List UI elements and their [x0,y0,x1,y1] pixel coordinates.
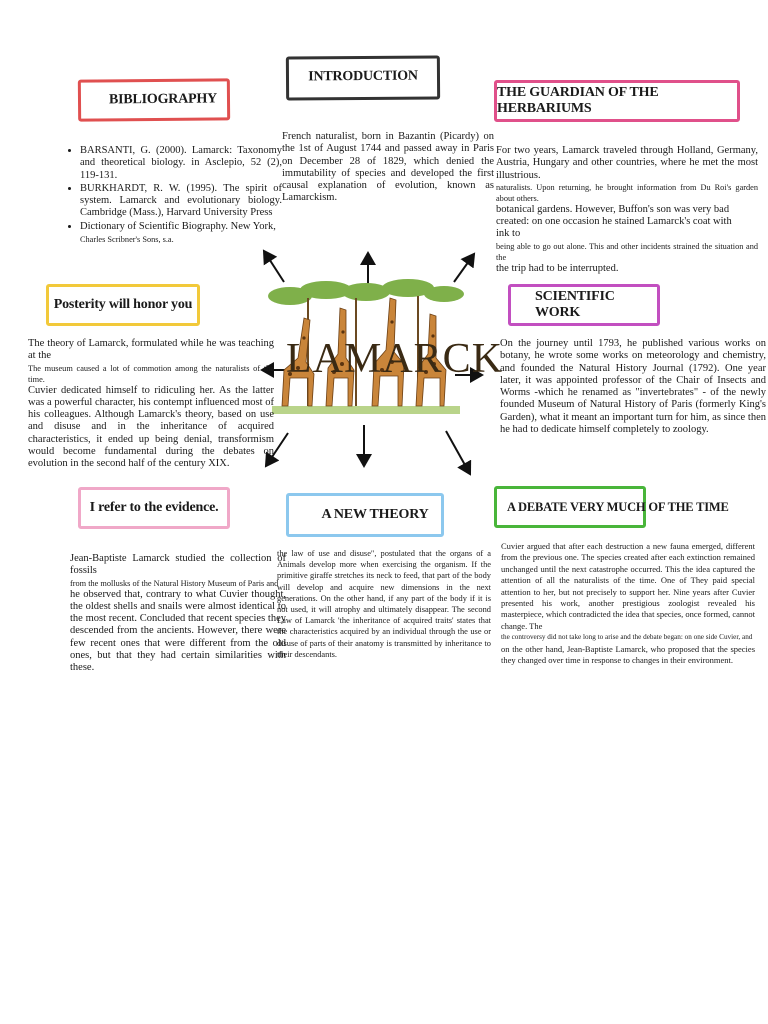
posterity-heading: Posterity will honor you [53,297,193,312]
evidence-heading: I refer to the evidence. [89,500,219,515]
herbariums-line: For two years, Lamarck traveled through Holland, Germany, Austria, Hungary and other countries, where he met the most illustrious. [496,145,758,181]
bibliography-item: • Dictionary of Scientific Biography. New York, [80,221,282,233]
arrow-to-debate [446,431,470,474]
debate-line: Cuvier argued that after each destruction a new fauna emerged, different from the previous one. The species created after each extinction remained unchanged until the next catastrophe occurred. This the idea captured the attention of all the naturalists of the time. One of They paid special attention to her, but not precisely to support her. Nine years after Cuvier presented his work, another prestigious zoologist revealed his masterpiece, which contradicted the idea that species, once formed, cannot change. The [501,541,755,631]
posterity-line: The theory of Lamarck, formulated while he was teaching at the [28,338,274,362]
debate-line: on the other hand, Jean-Baptiste Lamarck, who proposed that the species they changed over time in response to changes in their environment. [501,643,755,666]
evidence-text [70,553,286,675]
new-theory-text: the law of use and disuse", postulated that the organs of a Animals develop more when exercising the organism. If the primitive giraffe stretches its neck to feed, that part of the body will develop and acquire new dimensions in the next generations. On the other hand, if any part of the body if it is not used, it will atrophy and ultimately disappear. The second Law of Lamarck 'the inheritance of acquired traits' states that the characteristics acquired by an individual through the use or disuse of parts of their anatomy is transmitted by inheritance to their descendants. [277,549,491,659]
evidence-line: he observed that, contrary to what Cuvier thought, the oldest shells and snails were almost identical to the most recent. Concluded that recent species they descended from the ancients. However, there were few recent ones that were different from the old ones, but that they had certain similarities with these. [70,588,286,674]
bibliography-heading: BIBLIOGRAPHY [108,91,218,108]
evidence-heading-box [78,487,230,529]
debate-heading-box [494,486,729,528]
bibliography-small-line: Charles Scribner's Sons, s.a. [80,235,174,245]
evidence-small: from the mollusks of the Natural History Museum of Paris and [70,578,279,588]
herbariums-heading: THE GUARDIAN OF THE HERBARIUMS [497,85,659,116]
scientific-heading: SCIENTIFIC WORK [535,289,615,320]
scientific-text: On the journey until 1793, he published various works on botany, he wrote some works on meteorology and chemistry, and founded the Natural History Journal (1792). One year later, it was appointed professor of the Chair of Insects and Worms -which he renamed as "invertebrates" - of the newly founded Museum of Natural History of Paris (formerly King's Garden), what it meant an important turn for him, as since then he had to dedicate himself completely to zoology. [500,338,766,436]
herbariums-text [496,145,758,275]
debate-small: the controversy did not take long to arise and the debate began: on one side Cuvier, and [501,633,753,642]
introduction-heading-box [286,55,440,100]
bibliography-heading-box [78,78,230,121]
introduction-heading: INTRODUCTION [308,68,418,85]
scientific-heading-box [508,284,660,326]
new-theory-heading: A NEW THEORY [321,507,429,522]
posterity-heading-box [46,284,200,326]
posterity-small: The museum caused a lot of commotion among the naturalists of the time. [28,363,274,384]
main-title: LAMARCK [286,336,504,382]
herbariums-line: the trip had to be interrupted. [496,262,619,274]
herbariums-line: botanical gardens. However, Buffon's son was very bad created: on one occasion he stained Lamarck's coat with ink to [496,203,732,240]
herbariums-heading-box [494,80,740,122]
herbariums-small: being able to go out alone. This and other incidents strained the situation and the [496,241,758,262]
bibliography-item: • BARSANTI, G. (2000). Lamarck: Taxonomy and theoretical biology. in Asclepio, 52 (2), 119-131. [80,145,282,182]
introduction-text: French naturalist, born in Bazantin (Picardy) on the 1st of August 1744 and passed away in Paris on December 28 of 1829, which denied the immutability of species and developed the first causal explanation of evolution, known as Lamarckism. [282,131,494,204]
bibliography-text [68,145,282,245]
debate-text [501,541,755,666]
new-theory-heading-box [286,493,444,537]
herbariums-small: naturalists. Upon returning, he brought information from Du Roi's garden about others. [496,182,758,203]
posterity-text [28,338,274,471]
evidence-line: Jean-Baptiste Lamarck studied the collection of fossils [70,553,286,577]
debate-heading: A DEBATE VERY MUCH OF THE TIME [507,499,729,514]
posterity-line: Cuvier dedicated himself to ridiculing her. As the latter was a powerful character, his contempt influenced most of his colleagues. Although Lamarck's theory, based on use and disuse and in the inheritance of acquired characteristics, it ended up being denial, transformism would become fundamental during the debates on evolution in the second half of the century XIX. [28,384,274,470]
bibliography-item: • BURKHARDT, R. W. (1995). The spirit of system. Lamarck and evolutionary biology. Cambridge (Mass.), Harvard University Press [80,183,282,220]
